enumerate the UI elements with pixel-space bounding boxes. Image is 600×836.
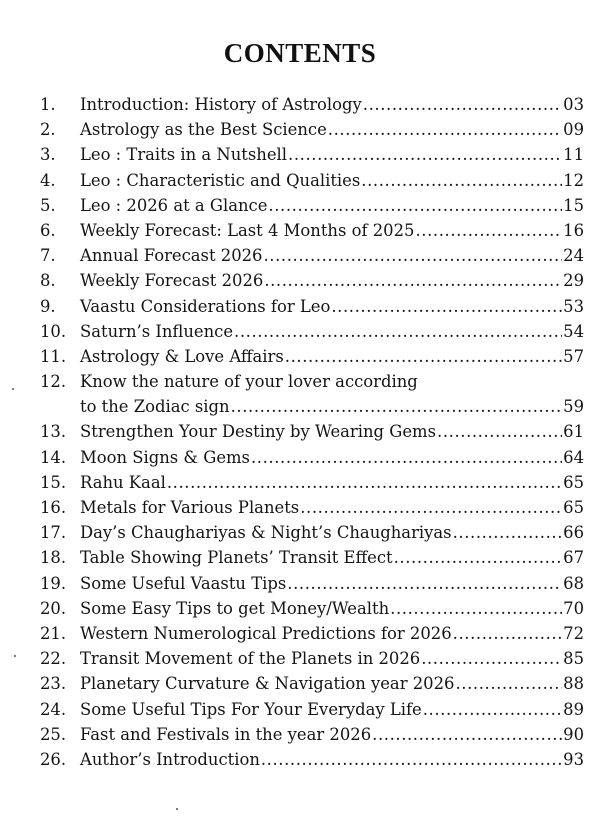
dot-leader bbox=[390, 596, 562, 621]
toc-entry bbox=[40, 596, 584, 621]
scan-speck bbox=[176, 808, 178, 810]
page-number: 61 bbox=[563, 422, 584, 442]
entry-body bbox=[80, 697, 584, 722]
entry-body bbox=[80, 319, 584, 344]
toc-entry bbox=[40, 369, 584, 419]
page-number: 85 bbox=[563, 649, 584, 669]
entry-line bbox=[80, 319, 584, 344]
entry-number: 16. bbox=[40, 498, 67, 518]
entry-number: 11. bbox=[40, 346, 67, 366]
entry-line bbox=[80, 243, 584, 268]
dot-leader bbox=[372, 722, 562, 747]
entry-body bbox=[80, 520, 584, 545]
entry-number: 18. bbox=[40, 548, 67, 568]
page-number: 57 bbox=[563, 346, 584, 366]
page-number: 53 bbox=[563, 296, 584, 316]
entry-line bbox=[80, 445, 584, 470]
page-number: 67 bbox=[563, 548, 584, 568]
entry-body bbox=[80, 92, 584, 117]
entry-title: Weekly Forecast: Last 4 Months of 2025 bbox=[80, 220, 415, 240]
dot-leader bbox=[394, 545, 563, 570]
entry-number: 8. bbox=[40, 271, 56, 291]
dot-leader bbox=[264, 268, 562, 293]
entry-title: Introduction: History of Astrology bbox=[80, 95, 362, 114]
dot-leader bbox=[331, 294, 562, 319]
toc-entry bbox=[40, 344, 584, 369]
page-number: 93 bbox=[563, 749, 584, 769]
entry-title: Leo : 2026 at a Glance bbox=[80, 195, 268, 215]
entry-body bbox=[80, 142, 584, 167]
entry-number: 2. bbox=[40, 120, 56, 140]
toc-entry bbox=[40, 520, 584, 545]
entry-title: Western Numerological Predictions for 2026 bbox=[80, 623, 452, 643]
entry-body bbox=[80, 294, 584, 319]
entry-title: Some Useful Vaastu Tips bbox=[80, 573, 287, 593]
entry-title: Rahu Kaal bbox=[80, 472, 166, 492]
entry-line bbox=[80, 168, 584, 193]
dot-leader bbox=[300, 495, 562, 520]
toc-entry bbox=[40, 142, 584, 167]
entry-body bbox=[80, 218, 584, 243]
entry-number: 24. bbox=[40, 699, 67, 719]
page-number: 68 bbox=[563, 573, 584, 593]
dot-leader bbox=[167, 470, 562, 495]
page-number: 16 bbox=[563, 220, 584, 240]
entry-number: 12. bbox=[40, 372, 67, 392]
entry-number: 7. bbox=[40, 246, 56, 266]
entry-line bbox=[80, 596, 584, 621]
entry-title-continued: to the Zodiac sign bbox=[80, 397, 230, 417]
toc-entry bbox=[40, 168, 584, 193]
entry-body bbox=[80, 268, 584, 293]
entry-number: 17. bbox=[40, 523, 67, 543]
dot-leader bbox=[361, 168, 562, 193]
entry-line bbox=[80, 571, 584, 596]
toc-entry bbox=[40, 243, 584, 268]
scan-speck bbox=[14, 655, 16, 657]
entry-title: Saturn’s Influence bbox=[80, 321, 234, 341]
dot-leader bbox=[421, 646, 562, 671]
page-number: 54 bbox=[563, 321, 584, 341]
toc-entry bbox=[40, 495, 584, 520]
page-number: 15 bbox=[563, 195, 584, 215]
entry-body bbox=[80, 117, 584, 142]
entry-title: Transit Movement of the Planets in 2026 bbox=[80, 649, 421, 669]
page-number: 89 bbox=[563, 699, 584, 719]
entry-body bbox=[80, 495, 584, 520]
entry-line bbox=[80, 419, 584, 444]
entry-number: 5. bbox=[40, 195, 56, 215]
entry-body bbox=[80, 621, 584, 646]
entry-line bbox=[80, 646, 584, 671]
page-number: 03 bbox=[563, 95, 584, 114]
entry-number: 25. bbox=[40, 724, 67, 744]
page-number: 70 bbox=[563, 598, 584, 618]
toc-entry bbox=[40, 294, 584, 319]
page-number: 66 bbox=[563, 523, 584, 543]
table-of-contents bbox=[40, 92, 584, 772]
entry-title: Planetary Curvature & Navigation year 2026 bbox=[80, 674, 455, 694]
toc-entry bbox=[40, 92, 584, 117]
entry-body bbox=[80, 445, 584, 470]
toc-entry bbox=[40, 419, 584, 444]
entry-body bbox=[80, 168, 584, 193]
dot-leader bbox=[453, 621, 562, 646]
toc-entry bbox=[40, 218, 584, 243]
entry-title: Annual Forecast 2026 bbox=[80, 246, 263, 266]
entry-body bbox=[80, 671, 584, 696]
dot-leader bbox=[287, 571, 562, 596]
entry-title: Leo : Characteristic and Qualities bbox=[80, 170, 361, 190]
entry-title: Metals for Various Planets bbox=[80, 498, 300, 518]
entry-line bbox=[80, 268, 584, 293]
entry-title: Table Showing Planets’ Transit Effect bbox=[80, 548, 393, 568]
entry-title: Some Useful Tips For Your Everyday Life bbox=[80, 699, 422, 719]
entry-number: 4. bbox=[40, 170, 56, 190]
entry-body bbox=[80, 596, 584, 621]
page-number: 11 bbox=[563, 145, 584, 165]
entry-line bbox=[80, 117, 584, 142]
entry-body bbox=[80, 344, 584, 369]
entry-body bbox=[80, 243, 584, 268]
toc-entry bbox=[40, 470, 584, 495]
page-number: 29 bbox=[563, 271, 584, 291]
entry-number: 19. bbox=[40, 573, 67, 593]
dot-leader bbox=[263, 243, 562, 268]
entry-line bbox=[80, 495, 584, 520]
entry-number: 9. bbox=[40, 296, 56, 316]
entry-body bbox=[80, 545, 584, 570]
entry-line bbox=[80, 394, 584, 419]
entry-title: Vaastu Considerations for Leo bbox=[80, 296, 331, 316]
page-number: 65 bbox=[563, 472, 584, 492]
entry-line bbox=[80, 621, 584, 646]
entry-line bbox=[80, 344, 584, 369]
entry-body bbox=[80, 571, 584, 596]
entry-line bbox=[80, 92, 584, 117]
dot-leader bbox=[415, 218, 562, 243]
dot-leader bbox=[288, 142, 562, 167]
entry-body bbox=[80, 419, 584, 444]
toc-entry bbox=[40, 193, 584, 218]
entry-title: Know the nature of your lover according bbox=[80, 372, 418, 392]
entry-line bbox=[80, 369, 584, 394]
entry-title: Strengthen Your Destiny by Wearing Gems bbox=[80, 422, 437, 442]
entry-title: Astrology & Love Affairs bbox=[80, 346, 284, 366]
entry-number: 23. bbox=[40, 674, 67, 694]
scan-speck bbox=[12, 388, 14, 390]
toc-entry bbox=[40, 697, 584, 722]
toc-entry bbox=[40, 571, 584, 596]
toc-entry bbox=[40, 671, 584, 696]
entry-line bbox=[80, 218, 584, 243]
page-number: 12 bbox=[563, 170, 584, 190]
page-number: 65 bbox=[563, 498, 584, 518]
entry-title: Author’s Introduction bbox=[80, 749, 260, 769]
entry-number: 3. bbox=[40, 145, 56, 165]
entry-line bbox=[80, 722, 584, 747]
page-number: 90 bbox=[563, 724, 584, 744]
entry-body bbox=[80, 646, 584, 671]
toc-entry bbox=[40, 445, 584, 470]
dot-leader bbox=[268, 193, 562, 218]
entry-line bbox=[80, 697, 584, 722]
entry-title: Astrology as the Best Science bbox=[80, 120, 327, 140]
page-number: 88 bbox=[563, 674, 584, 694]
entry-body bbox=[80, 369, 584, 419]
page-title: CONTENTS bbox=[223, 38, 377, 68]
toc-entry bbox=[40, 646, 584, 671]
entry-title: Weekly Forecast 2026 bbox=[80, 271, 264, 291]
dot-leader bbox=[437, 419, 562, 444]
entry-body bbox=[80, 193, 584, 218]
entry-line bbox=[80, 294, 584, 319]
entry-line bbox=[80, 470, 584, 495]
dot-leader bbox=[453, 520, 563, 545]
entry-number: 26. bbox=[40, 749, 67, 769]
dot-leader bbox=[231, 394, 563, 419]
dot-leader bbox=[423, 697, 562, 722]
entry-number: 21. bbox=[40, 623, 67, 643]
page-number: 09 bbox=[563, 120, 584, 140]
entry-number: 20. bbox=[40, 598, 67, 618]
entry-number: 6. bbox=[40, 220, 56, 240]
entry-body bbox=[80, 722, 584, 747]
toc-entry bbox=[40, 545, 584, 570]
dot-leader bbox=[285, 344, 562, 369]
toc-entry bbox=[40, 747, 584, 772]
dot-leader bbox=[328, 117, 562, 142]
entry-line bbox=[80, 142, 584, 167]
entry-number: 1. bbox=[40, 95, 56, 114]
toc-entry bbox=[40, 268, 584, 293]
entry-number: 14. bbox=[40, 447, 67, 467]
entry-line bbox=[80, 545, 584, 570]
toc-entry bbox=[40, 117, 584, 142]
toc-entry bbox=[40, 621, 584, 646]
entry-title: Moon Signs & Gems bbox=[80, 447, 250, 467]
page-number: 64 bbox=[563, 447, 584, 467]
dot-leader bbox=[251, 445, 562, 470]
entry-number: 13. bbox=[40, 422, 67, 442]
page-number: 24 bbox=[563, 246, 584, 266]
entry-line bbox=[80, 747, 584, 772]
dot-leader bbox=[234, 319, 562, 344]
entry-body bbox=[80, 470, 584, 495]
entry-title: Fast and Festivals in the year 2026 bbox=[80, 724, 372, 744]
page-number: 59 bbox=[563, 397, 584, 417]
toc-entry bbox=[40, 319, 584, 344]
page-number: 72 bbox=[563, 623, 584, 643]
dot-leader bbox=[363, 92, 562, 117]
entry-line bbox=[80, 193, 584, 218]
dot-leader bbox=[455, 671, 562, 696]
entry-title: Day’s Chaughariyas & Night’s Chaughariyas bbox=[80, 523, 452, 543]
entry-body bbox=[80, 747, 584, 772]
toc-entry bbox=[40, 722, 584, 747]
entry-number: 15. bbox=[40, 472, 67, 492]
entry-title: Some Easy Tips to get Money/Wealth bbox=[80, 598, 390, 618]
entry-line bbox=[80, 671, 584, 696]
dot-leader bbox=[261, 747, 562, 772]
entry-number: 10. bbox=[40, 321, 67, 341]
entry-line bbox=[80, 520, 584, 545]
entry-number: 22. bbox=[40, 649, 67, 669]
entry-title: Leo : Traits in a Nutshell bbox=[80, 145, 288, 165]
